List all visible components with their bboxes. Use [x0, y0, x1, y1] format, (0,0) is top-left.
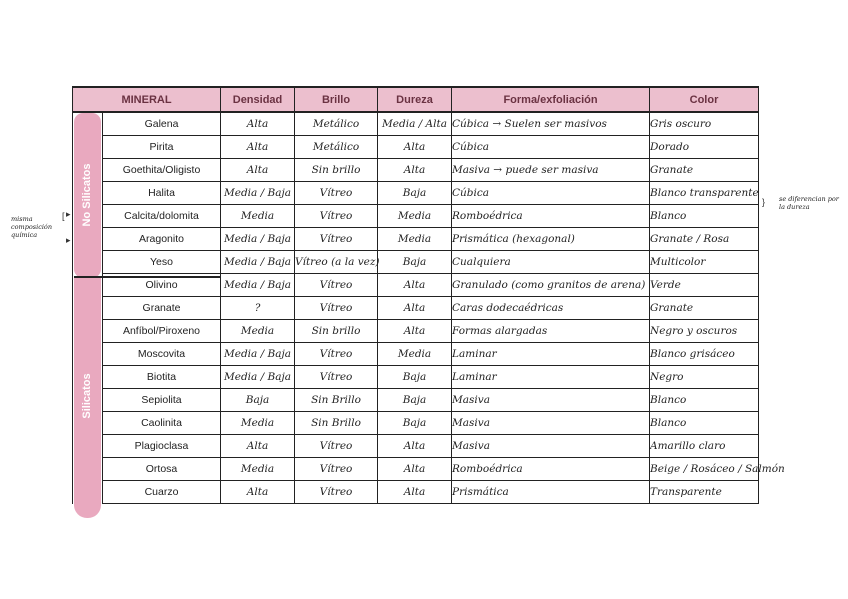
header-row — [73, 87, 759, 112]
brillo-cell: Vítreo — [295, 481, 378, 504]
forma-cell: Laminar — [452, 366, 650, 389]
color-cell: Blanco — [650, 389, 759, 412]
densidad-cell: Alta — [221, 435, 295, 458]
densidad-cell: Alta — [221, 112, 295, 136]
densidad-cell: Media / Baja — [221, 228, 295, 251]
color-cell: Dorado — [650, 136, 759, 159]
mineral-name: Aragonito — [103, 228, 221, 251]
forma-cell: Masiva — [452, 389, 650, 412]
brillo-cell: Vítreo — [295, 274, 378, 297]
table-row — [73, 320, 759, 343]
forma-cell: Masiva — [452, 412, 650, 435]
forma-cell: Laminar — [452, 343, 650, 366]
header-mineral: MINERAL — [73, 87, 221, 112]
densidad-cell: Media / Baja — [221, 251, 295, 274]
color-cell: Blanco grisáceo — [650, 343, 759, 366]
dureza-cell: Alta — [378, 481, 452, 504]
table-row — [73, 251, 759, 274]
brillo-cell: Metálico — [295, 112, 378, 136]
color-cell: Granate — [650, 297, 759, 320]
densidad-cell: Media / Baja — [221, 274, 295, 297]
brillo-cell: Sin brillo — [295, 320, 378, 343]
dureza-cell: Baja — [378, 182, 452, 205]
color-cell: Beige / Rosáceo / Salmón — [650, 458, 759, 481]
mineral-name: Granate — [103, 297, 221, 320]
forma-cell: Cúbica — [452, 182, 650, 205]
mineral-table — [72, 86, 785, 504]
forma-cell: Prismática (hexagonal) — [452, 228, 650, 251]
group-separator — [74, 276, 220, 278]
forma-cell: Cúbica — [452, 136, 650, 159]
table-row — [73, 412, 759, 435]
forma-cell: Cualquiera — [452, 251, 650, 274]
table-row — [73, 481, 759, 504]
densidad-cell: Media — [221, 458, 295, 481]
dureza-cell: Alta — [378, 136, 452, 159]
note-dureza: se diferencian por la dureza — [779, 195, 839, 211]
mineral-name: Halita — [103, 182, 221, 205]
note-misma-composicion: misma composición química — [11, 215, 53, 239]
brillo-cell: Vítreo — [295, 182, 378, 205]
forma-cell: Masiva — [452, 435, 650, 458]
table-row — [73, 297, 759, 320]
densidad-cell: Media / Baja — [221, 366, 295, 389]
table-row — [73, 458, 759, 481]
dureza-cell: Baja — [378, 366, 452, 389]
densidad-cell: Alta — [221, 481, 295, 504]
dureza-cell: Baja — [378, 389, 452, 412]
mineral-table-wrapper — [72, 86, 785, 512]
densidad-cell: Media — [221, 412, 295, 435]
mineral-name: Ortosa — [103, 458, 221, 481]
dureza-cell: Media — [378, 205, 452, 228]
densidad-cell: Media / Baja — [221, 182, 295, 205]
densidad-cell: Alta — [221, 159, 295, 182]
table-row — [73, 136, 759, 159]
table-row — [73, 389, 759, 412]
dureza-cell: Baja — [378, 251, 452, 274]
color-cell: Amarillo claro — [650, 435, 759, 458]
table-row — [73, 159, 759, 182]
color-cell: Granate — [650, 159, 759, 182]
densidad-cell: Media — [221, 205, 295, 228]
table-row — [73, 343, 759, 366]
brillo-cell: Sin brillo — [295, 159, 378, 182]
brillo-cell: Vítreo — [295, 366, 378, 389]
mineral-name: Anfíbol/Piroxeno — [103, 320, 221, 343]
mineral-name: Moscovita — [103, 343, 221, 366]
densidad-cell: ? — [221, 297, 295, 320]
color-cell: Transparente — [650, 481, 759, 504]
dureza-cell: Alta — [378, 320, 452, 343]
dureza-cell: Media — [378, 343, 452, 366]
forma-cell: Romboédrica — [452, 205, 650, 228]
color-cell: Blanco — [650, 205, 759, 228]
color-cell: Negro — [650, 366, 759, 389]
header-forma-exfoliaci-n: Forma/exfoliación — [452, 87, 650, 112]
densidad-cell: Media / Baja — [221, 343, 295, 366]
mineral-name: Pirita — [103, 136, 221, 159]
table-row — [73, 112, 759, 136]
header-densidad: Densidad — [221, 87, 295, 112]
dureza-cell: Baja — [378, 412, 452, 435]
dureza-cell: Alta — [378, 297, 452, 320]
header-brillo: Brillo — [295, 87, 378, 112]
brillo-cell: Vítreo — [295, 297, 378, 320]
mineral-name: Calcita/dolomita — [103, 205, 221, 228]
mineral-name: Olivino — [103, 274, 221, 297]
table-row — [73, 366, 759, 389]
arrow-icon: ▸ — [66, 235, 71, 245]
right-bracket-icon: } — [762, 197, 766, 207]
color-cell: Blanco — [650, 412, 759, 435]
dureza-cell: Alta — [378, 458, 452, 481]
dureza-cell: Alta — [378, 435, 452, 458]
dureza-cell: Alta — [378, 274, 452, 297]
forma-cell: Masiva → puede ser masiva — [452, 159, 650, 182]
dureza-cell: Media — [378, 228, 452, 251]
mineral-name: Biotita — [103, 366, 221, 389]
brillo-cell: Sin Brillo — [295, 389, 378, 412]
mineral-name: Sepiolita — [103, 389, 221, 412]
forma-cell: Caras dodecaédricas — [452, 297, 650, 320]
brillo-cell: Vítreo — [295, 205, 378, 228]
mineral-name: Cuarzo — [103, 481, 221, 504]
brillo-cell: Vítreo — [295, 343, 378, 366]
left-bracket-icon: [ — [62, 211, 65, 221]
color-cell: Granate / Rosa — [650, 228, 759, 251]
color-cell: Gris oscuro — [650, 112, 759, 136]
forma-cell: Formas alargadas — [452, 320, 650, 343]
brillo-cell: Metálico — [295, 136, 378, 159]
densidad-cell: Media — [221, 320, 295, 343]
brillo-cell: Sin Brillo — [295, 412, 378, 435]
table-row — [73, 228, 759, 251]
color-cell: Blanco transparente — [650, 182, 759, 205]
forma-cell: Cúbica → Suelen ser masivos — [452, 112, 650, 136]
brillo-cell: Vítreo — [295, 458, 378, 481]
mineral-name: Galena — [103, 112, 221, 136]
color-cell: Verde — [650, 274, 759, 297]
table-row — [73, 205, 759, 228]
header-dureza: Dureza — [378, 87, 452, 112]
mineral-name: Plagioclasa — [103, 435, 221, 458]
dureza-cell: Alta — [378, 159, 452, 182]
mineral-name: Caolinita — [103, 412, 221, 435]
forma-cell: Romboédrica — [452, 458, 650, 481]
forma-cell: Prismática — [452, 481, 650, 504]
forma-cell: Granulado (como granitos de arena) — [452, 274, 650, 297]
brillo-cell: Vítreo — [295, 435, 378, 458]
brillo-cell: Vítreo (a la vez) — [295, 251, 378, 274]
brillo-cell: Vítreo — [295, 228, 378, 251]
densidad-cell: Baja — [221, 389, 295, 412]
mineral-name: Yeso — [103, 251, 221, 274]
arrow-icon: ▸ — [66, 209, 71, 219]
silicatos-label: Silicatos — [81, 373, 93, 419]
densidad-cell: Alta — [221, 136, 295, 159]
table-row — [73, 182, 759, 205]
table-row — [73, 435, 759, 458]
header-color: Color — [650, 87, 759, 112]
no-silicatos-label: No Silicatos — [81, 163, 93, 227]
color-cell: Negro y oscuros — [650, 320, 759, 343]
color-cell: Multicolor — [650, 251, 759, 274]
mineral-name: Goethita/Oligisto — [103, 159, 221, 182]
dureza-cell: Media / Alta — [378, 112, 452, 136]
